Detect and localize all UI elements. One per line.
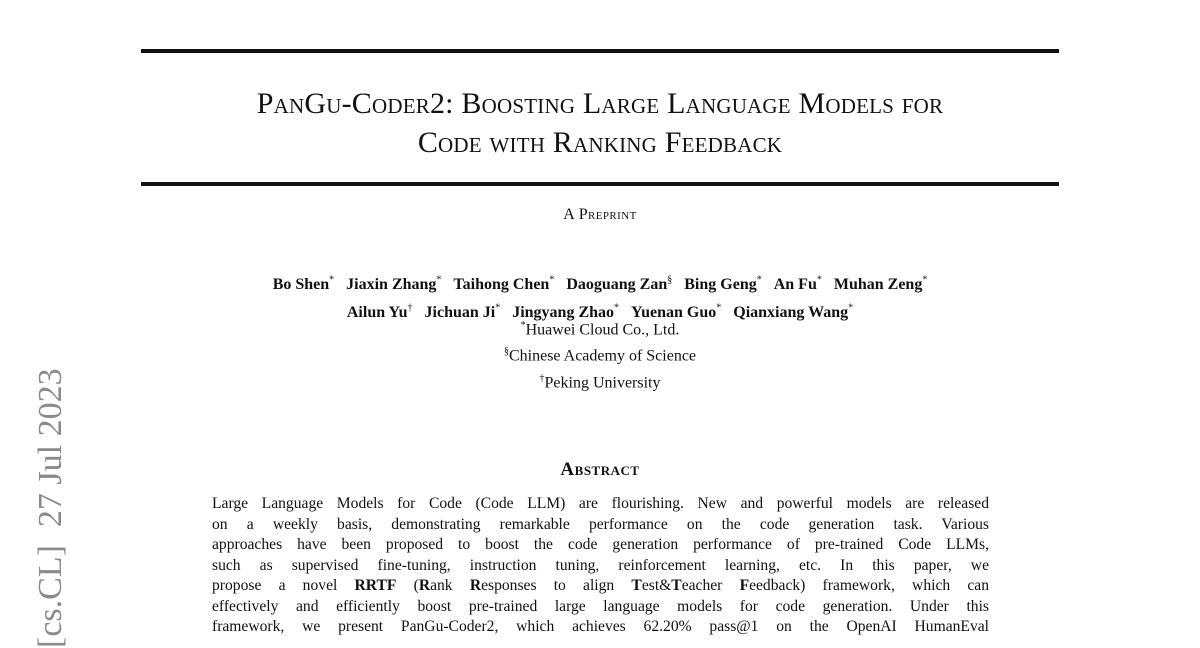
author: Ailun Yu†: [346, 302, 413, 321]
author: Qianxiang Wang*: [733, 302, 854, 321]
arxiv-sidebar-stamp: [28, 318, 74, 648]
author: Jichuan Ji*: [424, 302, 501, 321]
paper-title: [141, 84, 1059, 162]
arxiv-category: [cs.CL]: [32, 545, 69, 648]
author: Yuenan Guo*: [631, 302, 722, 321]
affiliation-list: [141, 315, 1059, 394]
affiliation: *Huawei Cloud Co., Ltd.: [520, 320, 680, 339]
author: Bo Shen*: [272, 275, 335, 294]
abstract-line: framework, we present PanGu-Coder2, which achieves 62.20% pass@1 on the OpenAI HumanEval: [212, 618, 989, 635]
affiliation: †Peking University: [539, 372, 661, 391]
abstract-body: [212, 494, 989, 638]
author: An Fu*: [773, 275, 822, 294]
author: Jiaxin Zhang*: [346, 275, 442, 294]
preprint-label: A Preprint: [563, 206, 637, 223]
abstract-line: on a weekly basis, demonstrating remarkable performance on the code generation task. Various: [212, 515, 989, 533]
abstract-line: effectively and efficiently boost pre-trained large language models for code generation. Under this: [212, 597, 989, 615]
rrtf-acronym: RRTF: [354, 577, 397, 594]
abstract-line: approaches have been proposed to boost the code generation performance of pre-trained Code LLMs,: [212, 536, 989, 553]
abstract-heading: Abstract: [560, 459, 640, 480]
title-top-rule: [141, 49, 1059, 53]
author-line-1: [141, 269, 1059, 296]
abstract-line: propose a novel RRTF (Rank Responses to align Test&Teacher Feedback) framework, which can: [212, 577, 989, 594]
author: Bing Geng*: [684, 275, 762, 294]
author: Taihong Chen*: [453, 275, 555, 294]
affiliation: §Chinese Academy of Science: [503, 346, 697, 365]
paper-title-line-2: Code with Ranking Feedback: [417, 126, 783, 159]
author: Muhan Zeng*: [833, 275, 928, 294]
paper-title-line-1: PanGu-Coder2: Boosting Large Language Models for: [256, 87, 944, 120]
author: Jingyang Zhao*: [512, 302, 620, 321]
author: Daoguang Zan§: [566, 275, 673, 294]
abstract-line: Large Language Models for Code (Code LLM) are flourishing. New and powerful models are released: [212, 495, 989, 512]
abstract-line: such as supervised fine-tuning, instruction tuning, reinforcement learning, etc. In this paper, we: [212, 556, 989, 574]
arxiv-date: 27 Jul 2023: [32, 368, 69, 528]
title-bottom-rule: [141, 182, 1059, 186]
